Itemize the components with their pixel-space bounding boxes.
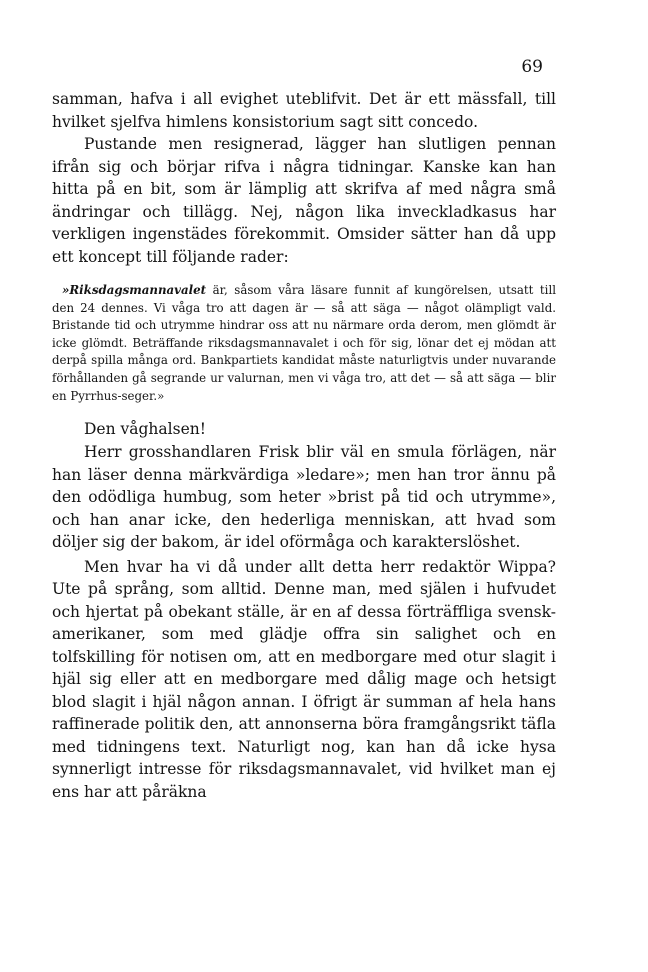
notice-lead: »Riksdagsmannavalet <box>62 283 207 297</box>
paragraph-grosshandlaren: Herr grosshandlaren Frisk blir väl en smula förlägen, när han läser denna märkvärdiga »ledare»; men han tror ännu på den odödliga humbug, som heter »brist på tid och utrymme», och han anar icke, den hederliga menniskan, att hvad som döljer sig der bakom, är idel oförmåga och karakterslöshet. <box>52 443 556 552</box>
paragraph-continuation: samman, hafva i all evighet uteblifvit. Det är ett mässfall, till hvilket sjelfva himlens konsistorium sagt sitt concedo. <box>52 90 556 131</box>
page-number: 69 <box>521 57 543 77</box>
quoted-notice <box>52 282 556 405</box>
paragraph-wippa: Men hvar ha vi då under allt detta herr redaktör Wippa? Ute på språng, som alltid. Denne man, med själen i hufvudet och hjertat på obekant ställe, är en af dessa förträffliga svensk-amerikaner, som med glädje offra sin salighet och en tolfskilling för notisen om, att en medborgare med otur slagit i hjäl sig eller att en medborgare med dålig mage och hetsigt blod slagit i hjäl någon annan. I öfrigt är summan af hela hans raffinerade politik den, att annonserna böra framgångsrikt täfla med tidningens text. Naturligt nog, kan han då icke hysa synnerligt intresse för riksdagsmannavalet, vid hvilket man ej ens har att påräkna <box>52 557 556 801</box>
notice-body: är, såsom våra läsare funnit af kungörelsen, utsatt till den 24 dennes. Vi våga tro att dagen är — så att säga — något olämpligt vald. Bristande tid och utrymme hindrar oss att nu närmare orda derom, men glömdt är icke glömdt. Beträffande riksdagsmannavalet i och för sig, lönar det ej mödan att derpå spilla många ord. Bankpartiets kandidat måste naturligtvis under nuvarande förhållanden gå segrande ur valurnan, men vi våga tro, att det — så att säga — blir en Pyrrhus-seger.» <box>52 283 556 403</box>
body-text <box>52 88 556 803</box>
paragraph-vaghalsen: Den våghalsen! <box>84 420 206 439</box>
paragraph-pustande: Pustande men resignerad, lägger han slutligen pennan ifrån sig och börjar rifva i några tidningar. Kanske kan han hitta på en bit, som är lämplig att skrifva af med några små ändringar och tillägg. Nej, någon lika inveckladkasus har verkligen ingenstädes förekommit. Omsider sätter han då upp ett koncept till följande rader: <box>52 135 556 266</box>
